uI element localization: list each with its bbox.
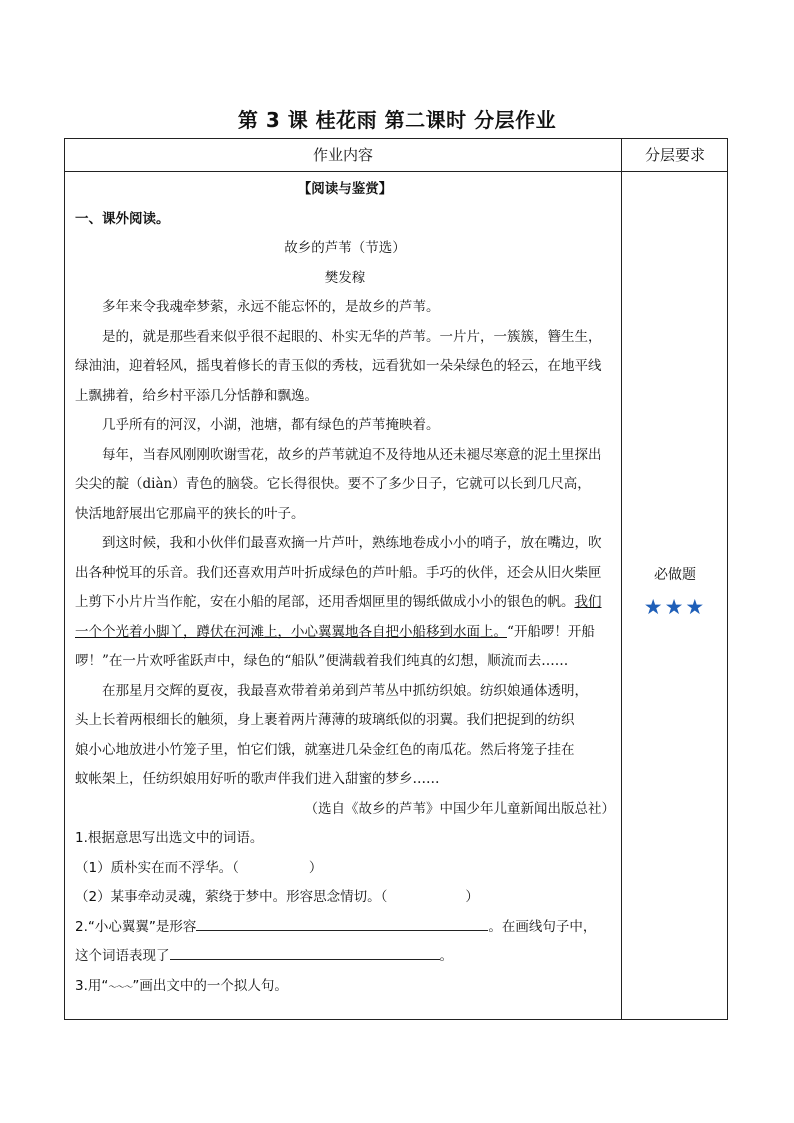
question-2-cont-text: 这个词语表现了 (75, 948, 170, 964)
essay-line: 尖尖的靛（diàn）青色的脑袋。它长得很快。要不了多少日子，它就可以长到几尺高， (75, 476, 591, 492)
essay-author: 樊发稼 (324, 269, 366, 286)
essay-line: 娘小心地放进小竹笼子里，怕它们饿，就塞进几朵金红色的南瓜花。然后将笼子挂在 (75, 741, 575, 758)
table-header-row (65, 139, 727, 172)
section-heading: 【阅读与鉴赏】 (297, 181, 393, 197)
question-1-b-close: ） (465, 889, 479, 905)
question-1-b-text: （2）某事牵动灵魂，萦绕于梦中。形容思念情切。（ (75, 889, 388, 905)
essay-text: 上剪下小片片当作舵，安在小船的尾部，还用香烟匣里的锡纸做成小小的银色的帆。 (75, 594, 575, 610)
question-2-text-end: 。在画线句子中， (488, 918, 597, 935)
question-2-text: 2.“小心翼翼”是形容 (75, 918, 197, 935)
essay-line: 在那星月交辉的夏夜，我最喜欢带着弟弟到芦苇丛中抓纺织娘。纺织娘通体透明， (102, 682, 588, 699)
underlined-sentence-start: 我们 (574, 594, 602, 610)
homework-table (64, 138, 728, 1020)
header-content: 作业内容 (312, 146, 373, 164)
essay-line (75, 588, 615, 618)
question-3-text: 3.用“ (75, 977, 109, 994)
essay-text: “开船啰！开船 (507, 623, 595, 640)
page-title: 第 3 课 桂花雨 第二课时 分层作业 (237, 108, 557, 132)
essay-line: 多年来令我魂牵梦萦，永远不能忘怀的，是故乡的芦苇。 (102, 299, 440, 315)
difficulty-stars-icon: ★★★ (643, 595, 707, 619)
question-1-a-text: （1）质朴实在而不浮华。（ (75, 859, 239, 876)
question-1-a (75, 854, 615, 884)
question-2-cont (75, 942, 615, 972)
answer-blank[interactable] (170, 945, 440, 960)
essay-line: 到这时候，我和小伙伴们最喜欢摘一片芦叶，熟练地卷成小小的哨子，放在嘴边，吹 (102, 535, 602, 551)
question-3-text-end: ”画出文中的一个拟人句。 (132, 977, 288, 994)
essay-title: 故乡的芦苇（节选） (284, 240, 406, 256)
essay-line: 蚊帐架上，任纺织娘用好听的歌声伴我们进入甜蜜的梦乡…… (75, 771, 440, 787)
homework-content (75, 175, 615, 1001)
essay-line: 上飘拂着，给乡村平添几分恬静和飘逸。 (75, 387, 318, 404)
question-3 (75, 972, 615, 1002)
question-1-a-close: ） (308, 859, 323, 876)
question-2-period: 。 (439, 948, 453, 964)
question-1: 1.根据意思写出选文中的词语。 (75, 830, 264, 846)
requirement-label: 必做题 (654, 567, 696, 583)
essay-line: 快活地舒展出它那扁平的狭长的叶子。 (75, 505, 305, 522)
part-heading: 一、课外阅读。 (75, 210, 170, 227)
essay-line (75, 618, 615, 648)
essay-line: 几乎所有的河汊，小湖，池塘，都有绿色的芦苇掩映着。 (102, 417, 440, 433)
essay-line: 出各种悦耳的乐音。我们还喜欢用芦叶折成绿色的芦叶船。手巧的伙伴，还会从旧火柴匣 (75, 564, 602, 581)
essay-line: 每年，当春风刚刚吹谢雪花，故乡的芦苇就迫不及待地从还未褪尽寒意的泥土里探出 (102, 446, 602, 463)
wavy-line-mark: ～～～ (108, 982, 133, 993)
essay-line: 啰！”在一片欢呼雀跃声中，绿色的“船队”便满载着我们纯真的幻想，顺流而去…… (75, 653, 569, 669)
essay-line: 头上长着两根细长的触须，身上裹着两片薄薄的玻璃纸似的羽翼。我们把捉到的纺织 (75, 712, 575, 728)
header-requirement: 分层要求 (644, 146, 705, 164)
essay-line: 绿油油，迎着轻风，摇曳着修长的青玉似的秀枝，远看犹如一朵朵绿色的轻云，在地平线 (75, 358, 602, 374)
answer-blank[interactable] (196, 916, 488, 931)
question-2 (75, 913, 615, 943)
essay-line: 是的，就是那些看来似乎很不起眼的、朴实无华的芦苇。一片片，一簇簇，簪生生， (102, 328, 602, 345)
underlined-sentence: 一个个光着小脚丫，蹲伏在河滩上，小心翼翼地各自把小船移到水面上。 (75, 623, 507, 640)
question-1-b (75, 883, 615, 913)
essay-source: （选自《故乡的芦苇》中国少年儿童新闻出版总社） (304, 800, 615, 817)
